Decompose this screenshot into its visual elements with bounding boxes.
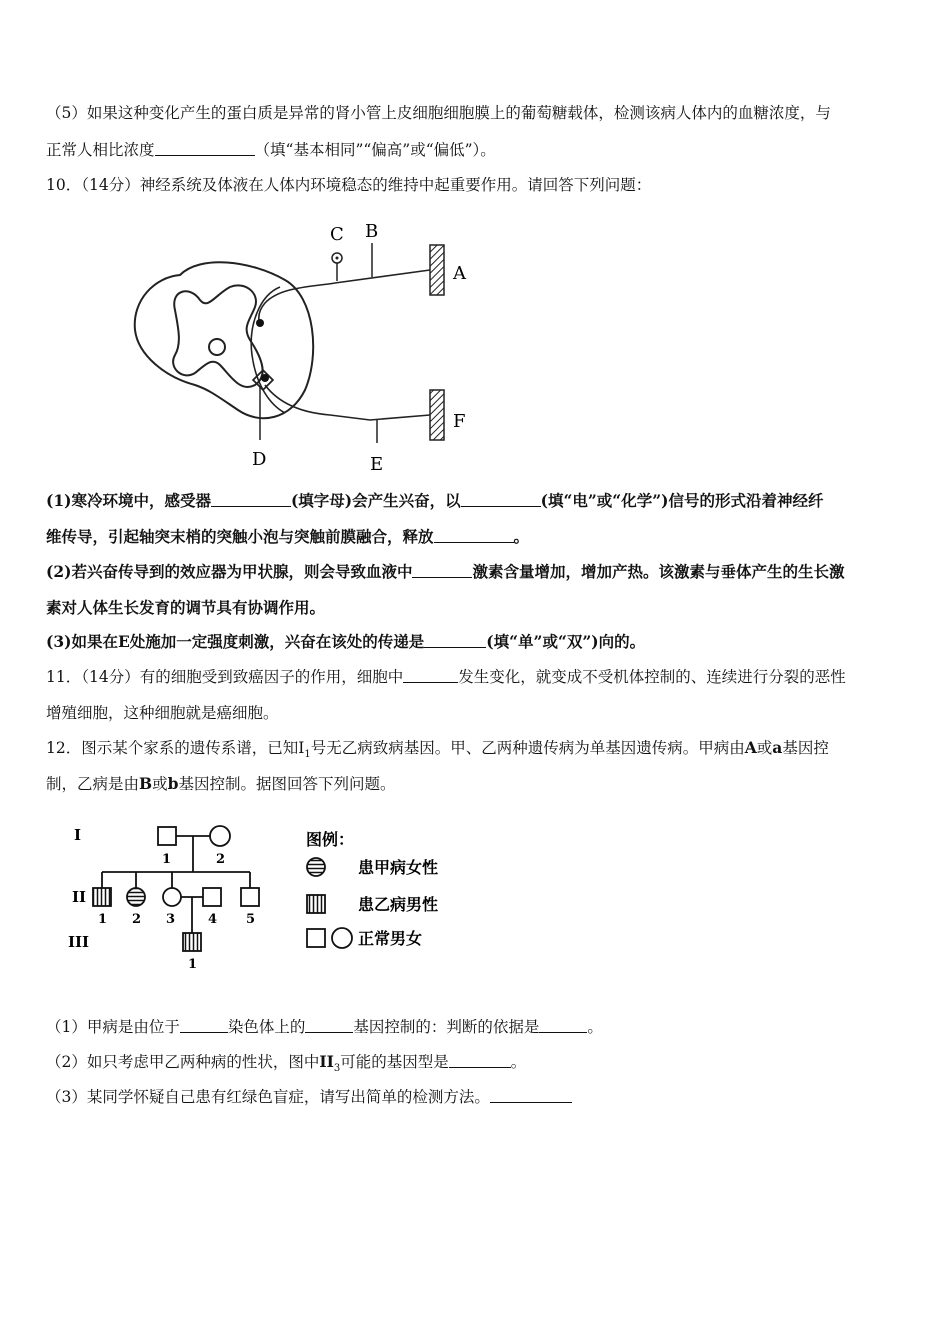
pedigree-figure — [60, 815, 480, 975]
label-ii2: 2 — [132, 912, 142, 927]
label-ii3: 3 — [166, 912, 176, 927]
q12-text: A — [744, 738, 757, 757]
q10-p1-line2 — [46, 527, 529, 547]
q10-text: 。 — [513, 527, 530, 546]
q12-text: （1）甲病是由位于 — [46, 1018, 180, 1036]
subscript: 1 — [304, 749, 311, 761]
neuron-body — [256, 319, 264, 327]
label-ii5: 5 — [246, 912, 256, 927]
label-e: E — [370, 454, 384, 475]
q10-text: 素对人体生长发育的调节具有协调作用。 — [46, 598, 326, 617]
q11-text: 11．（14分）有的细胞受到致癌因子的作用，细胞中 — [46, 668, 404, 686]
legend-label-3: 正常男女 — [358, 929, 423, 948]
q10-text: (1)寒冷环境中，感受器 — [46, 491, 211, 510]
label-c: C — [330, 224, 344, 245]
q10-text: (填字母)会产生兴奋，以 — [290, 491, 461, 510]
answer-blank[interactable] — [305, 1018, 353, 1033]
q9-5-line1 — [46, 103, 831, 123]
q11-text: 发生变化，就变成不受机体控制的、连续进行分裂的恶性 — [458, 668, 846, 686]
label-ii4: 4 — [208, 912, 218, 927]
answer-blank[interactable] — [434, 528, 514, 543]
q10-stem — [46, 175, 651, 195]
answer-blank[interactable] — [490, 1088, 572, 1103]
q12-s1 — [46, 1017, 603, 1037]
q10-text: 维传导，引起轴突末梢的突触小泡与突触前膜融合，释放 — [46, 527, 434, 546]
label-i1: 1 — [162, 852, 172, 867]
q12-text: 基因控制的：判断的依据是 — [353, 1018, 540, 1036]
answer-blank[interactable] — [539, 1018, 587, 1033]
legend-symbol-normal-female — [332, 928, 352, 948]
ii3-normal-female — [163, 888, 181, 906]
q12-text: 制，乙病是由 — [46, 775, 140, 793]
spinal-cord-outline — [135, 262, 313, 418]
ii1-affected-b-male — [93, 888, 111, 906]
q10-text: 激素含量增加，增加产热。该激素与垂体产生的生长激 — [472, 562, 845, 581]
q10-p2-line1 — [46, 562, 844, 582]
q12-text: 基因控 — [782, 739, 829, 757]
answer-blank[interactable] — [412, 563, 472, 578]
q12-text: 。 — [587, 1018, 603, 1036]
q12-text: a — [772, 738, 783, 757]
legend-symbol-normal-male — [307, 929, 325, 947]
answer-blank[interactable] — [211, 492, 291, 507]
q12-text: 基因控制。据图回答下列问题。 — [178, 775, 396, 793]
q12-text: b — [167, 774, 179, 793]
q10-p2-line2 — [46, 598, 325, 618]
q9-5-line2 — [46, 140, 496, 160]
q12-line2 — [46, 774, 396, 794]
afferent-nerve — [259, 270, 430, 325]
q12-s3 — [46, 1087, 572, 1107]
q12-text: 可能的基因型是 — [340, 1053, 449, 1071]
q9-5-text: （5）如果这种变化产生的蛋白质是异常的肾小管上皮细胞细胞膜上的葡萄糖载体，检测该病人体内的血糖浓度，与 — [46, 104, 831, 122]
legend-label-2: 患乙病男性 — [358, 895, 439, 914]
answer-blank[interactable] — [449, 1053, 511, 1068]
q11-line1 — [46, 667, 846, 687]
q12-s2 — [46, 1052, 526, 1079]
q10-text: (2)若兴奋传导到的效应器为甲状腺，则会导致血液中 — [46, 562, 413, 581]
q11-line2 — [46, 703, 279, 723]
q12-text: 染色体上的 — [227, 1018, 306, 1036]
q12-line1 — [46, 738, 829, 765]
q12-text: II — [319, 1052, 334, 1071]
reflex-arc-figure — [120, 215, 480, 480]
central-canal — [209, 339, 225, 355]
effector-f — [430, 390, 444, 440]
answer-blank[interactable] — [424, 633, 486, 648]
legend-symbol-b-male — [307, 895, 325, 913]
q9-5-text: （填“基本相同”“偏高”或“偏低”）。 — [254, 141, 496, 159]
q10-text: (3)如果在E处施加一定强度刺激，兴奋在该处的传递是 — [46, 632, 425, 651]
efferent-nerve — [265, 385, 430, 420]
synapse-dot — [261, 374, 269, 382]
answer-blank[interactable] — [155, 141, 255, 156]
q12-text: 或 — [756, 739, 773, 757]
receptor-a — [430, 245, 444, 295]
answer-blank[interactable] — [180, 1018, 228, 1033]
q11-text: 增殖细胞，这种细胞就是癌细胞。 — [46, 704, 279, 722]
q12-text: 号无乙病致病基因。甲、乙两种遗传病为单基因遗传病。甲病由 — [310, 739, 745, 757]
gen-label-ii: II — [72, 888, 87, 906]
q10-text: (填“单”或“双”)向的。 — [486, 632, 646, 651]
label-b: B — [365, 221, 379, 242]
q12-text: 。 — [510, 1053, 527, 1071]
subscript: 3 — [333, 1063, 341, 1075]
label-iii1: 1 — [188, 957, 198, 972]
legend-label-1: 患甲病女性 — [358, 858, 439, 877]
legend-symbol-a-female — [307, 858, 325, 876]
iii1-affected-b-male — [183, 933, 201, 951]
q12-text: 12．图示某个家系的遗传系谱，已知Ⅰ — [46, 739, 305, 757]
gen-label-i: I — [74, 826, 82, 844]
q12-text: B — [139, 774, 153, 793]
i2-normal-female — [210, 826, 230, 846]
q12-text: （3）某同学怀疑自己患有红绿色盲症，请写出简单的检测方法。 — [46, 1088, 490, 1106]
label-a: A — [453, 263, 466, 284]
ii4-normal-male — [203, 888, 221, 906]
q10-text: (填“电”或“化学”)信号的形式沿着神经纤 — [540, 491, 824, 510]
gen-label-iii: III — [68, 933, 90, 951]
i1-normal-male — [158, 827, 176, 845]
label-f: F — [453, 411, 466, 432]
q12-text: （2）如只考虑甲乙两种病的性状，图中 — [46, 1053, 320, 1071]
answer-blank[interactable] — [403, 668, 458, 683]
ii2-affected-a-female — [127, 888, 145, 906]
q12-text: 或 — [152, 775, 168, 793]
label-ii1: 1 — [98, 912, 108, 927]
q9-5-text: 正常人相比浓度 — [46, 141, 155, 159]
q10-p3 — [46, 632, 645, 652]
q10-stem-text: 10．（14分）神经系统及体液在人体内环境稳态的维持中起重要作用。请回答下列问题： — [46, 176, 652, 194]
label-d: D — [252, 449, 267, 470]
grey-matter — [173, 285, 263, 387]
q10-p1-line1 — [46, 491, 823, 511]
label-i2: 2 — [216, 852, 226, 867]
electrode-c-center — [336, 257, 339, 260]
answer-blank[interactable] — [461, 492, 541, 507]
legend-title: 图例： — [306, 830, 355, 849]
ii5-normal-male — [241, 888, 259, 906]
